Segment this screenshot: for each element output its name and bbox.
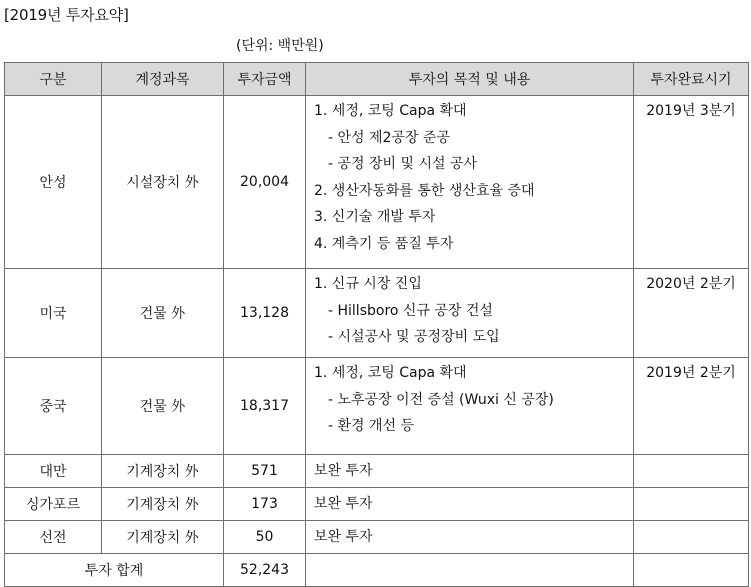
purpose-line: - 환경 개선 등: [328, 418, 415, 434]
table-row: [5, 358, 749, 455]
account-cell: 기계장치 外: [102, 488, 224, 521]
table-row: [5, 269, 749, 358]
completion-cell: 2019년 3분기: [634, 96, 749, 269]
purpose-line: 1. 세정, 코팅 Capa 확대: [314, 103, 467, 119]
account-cell: 기계장치 外: [102, 521, 224, 554]
header-completion: 투자완료시기: [634, 63, 749, 96]
header-purpose: 투자의 목적 및 내용: [306, 63, 634, 96]
purpose-line: 4. 계측기 등 품질 투자: [314, 235, 454, 252]
completion-cell: 2020년 2분기: [634, 269, 749, 358]
purpose-cell: [306, 521, 634, 554]
purpose-line: 보완 투자: [314, 495, 373, 512]
account-cell: 시설장치 外: [102, 96, 224, 269]
region-cell: 미국: [5, 269, 102, 358]
purpose-line: 1. 세정, 코팅 Capa 확대: [314, 365, 467, 381]
header-account: 계정과목: [102, 63, 224, 96]
purpose-line: - 노후공장 이전 증설 (Wuxi 신 공장): [328, 391, 554, 408]
amount-cell: 571: [224, 455, 306, 488]
purpose-cell: [306, 358, 634, 455]
total-row: [5, 554, 749, 587]
document-title: [2019년 투자요약]: [4, 6, 129, 24]
purpose-line: - 안성 제2공장 준공: [328, 129, 450, 146]
purpose-cell: [306, 455, 634, 488]
completion-cell: 2019년 2분기: [634, 358, 749, 455]
region-cell: 안성: [5, 96, 102, 269]
total-label: 투자 합계: [5, 554, 224, 587]
amount-cell: 13,128: [224, 269, 306, 358]
purpose-cell: [306, 96, 634, 269]
region-cell: 중국: [5, 358, 102, 455]
region-cell: 선전: [5, 521, 102, 554]
purpose-cell: [306, 488, 634, 521]
amount-cell: 20,004: [224, 96, 306, 269]
purpose-cell: [306, 269, 634, 358]
investment-summary-table: [4, 62, 749, 587]
account-cell: 건물 外: [102, 269, 224, 358]
purpose-line: 보완 투자: [314, 462, 373, 479]
header-division: 구분: [5, 63, 102, 96]
completion-cell: [634, 488, 749, 521]
unit-note: (단위: 백만원): [236, 38, 324, 54]
purpose-line: 2. 생산자동화를 통한 생산효율 증대: [314, 182, 535, 199]
amount-cell: 173: [224, 488, 306, 521]
empty-cell: [306, 554, 634, 587]
empty-cell: [634, 554, 749, 587]
table-row: [5, 96, 749, 269]
purpose-line: - 시설공사 및 공정장비 도입: [328, 329, 500, 345]
table-row: [5, 488, 749, 521]
amount-cell: 18,317: [224, 358, 306, 455]
table-row: [5, 521, 749, 554]
total-amount: 52,243: [224, 554, 306, 587]
table-row: [5, 455, 749, 488]
header-amount: 투자금액: [224, 63, 306, 96]
purpose-line: 1. 신규 시장 진입: [314, 276, 422, 292]
purpose-line: 보완 투자: [314, 528, 373, 545]
completion-cell: [634, 521, 749, 554]
table-header-row: [5, 63, 749, 96]
amount-cell: 50: [224, 521, 306, 554]
purpose-line: - Hillsboro 신규 공장 건설: [328, 302, 493, 319]
region-cell: 싱가포르: [5, 488, 102, 521]
account-cell: 기계장치 外: [102, 455, 224, 488]
purpose-line: - 공정 장비 및 시설 공사: [328, 156, 478, 172]
purpose-line: 3. 신기술 개발 투자: [314, 209, 436, 225]
completion-cell: [634, 455, 749, 488]
account-cell: 건물 外: [102, 358, 224, 455]
region-cell: 대만: [5, 455, 102, 488]
